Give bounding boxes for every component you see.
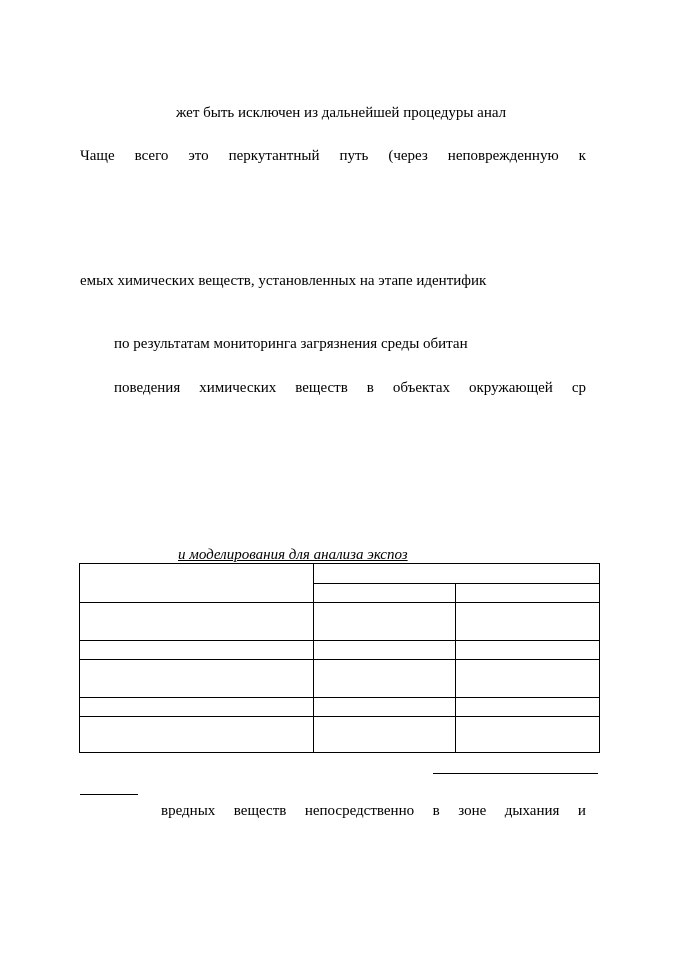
word: ср <box>571 380 586 396</box>
word: Чаще <box>80 148 115 164</box>
paragraph-line-1: жет быть исключен из дальнейшей процедуры анал <box>176 105 507 121</box>
table-cell <box>314 717 456 753</box>
table-cell <box>456 641 600 660</box>
word: непосредственно <box>304 803 415 819</box>
table-cell <box>456 698 600 717</box>
data-table <box>79 563 600 753</box>
paragraph-line-5 <box>114 379 586 397</box>
word: вредных <box>161 803 216 819</box>
table-cell <box>456 717 600 753</box>
paragraph-line-6 <box>161 802 586 820</box>
table-cell <box>314 584 456 603</box>
table-row <box>80 603 600 641</box>
table-cell <box>456 584 600 603</box>
footnote-separator <box>80 794 138 795</box>
table-cell <box>80 603 314 641</box>
table-row <box>80 717 600 753</box>
table-caption: и моделирования для анализа экспоз <box>178 547 408 563</box>
table-cell <box>80 698 314 717</box>
paragraph-line-3: емых химических веществ, установленных на этапе идентифик <box>80 273 487 289</box>
word: (через <box>388 148 428 164</box>
table-cell <box>456 660 600 698</box>
word: окружающей <box>468 380 553 396</box>
table-cell <box>314 698 456 717</box>
table-row <box>80 698 600 717</box>
word: поведения <box>114 380 181 396</box>
table-cell <box>80 641 314 660</box>
word: веществ <box>295 380 348 396</box>
word: перкутантный <box>228 148 320 164</box>
word: в <box>432 803 440 819</box>
word: неповрежденную <box>447 148 559 164</box>
word: и <box>577 803 586 819</box>
word: объектах <box>392 380 451 396</box>
word: путь <box>339 148 369 164</box>
table-cell <box>314 641 456 660</box>
word: веществ <box>233 803 287 819</box>
table-header-cell <box>314 564 600 584</box>
table-header-row <box>80 564 600 584</box>
word: это <box>188 148 209 164</box>
paragraph-line-2 <box>80 147 586 165</box>
table-cell <box>314 603 456 641</box>
table-cell <box>80 717 314 753</box>
table-row <box>80 660 600 698</box>
word: к <box>578 148 586 164</box>
word: в <box>366 380 374 396</box>
word: зоне <box>458 803 487 819</box>
table-cell <box>456 603 600 641</box>
table-cell <box>314 660 456 698</box>
word: всего <box>134 148 169 164</box>
paragraph-line-4: по результатам мониторинга загрязнения среды обитан <box>114 336 468 352</box>
horizontal-rule <box>433 773 598 774</box>
word: химических <box>199 380 277 396</box>
table-cell <box>80 660 314 698</box>
word: дыхания <box>504 803 560 819</box>
table-cell <box>80 564 314 603</box>
table-row <box>80 641 600 660</box>
